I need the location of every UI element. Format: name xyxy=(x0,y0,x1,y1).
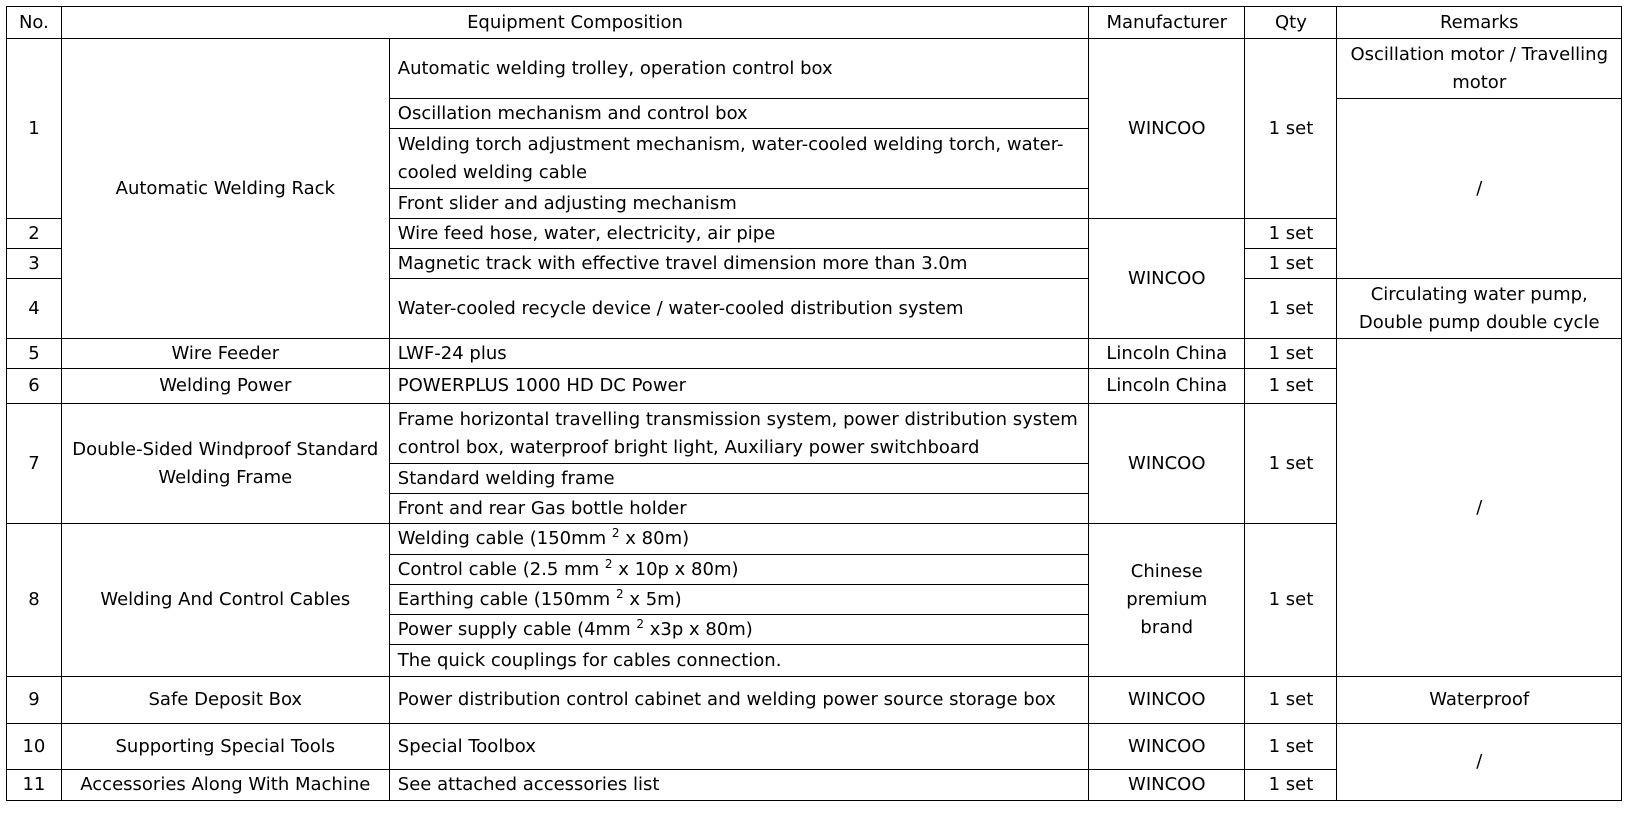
row-number: 9 xyxy=(7,677,62,724)
superscript: 2 xyxy=(615,586,624,601)
item-cell: Magnetic track with effective travel dimension more than 3.0m xyxy=(389,249,1088,279)
group-name: Double-Sided Windproof Standard Welding Frame xyxy=(61,404,389,524)
header-qty: Qty xyxy=(1245,7,1337,39)
item-cell: Front slider and adjusting mechanism xyxy=(389,189,1088,219)
superscript: 2 xyxy=(636,616,645,631)
item-cell: See attached accessories list xyxy=(389,770,1088,801)
row-number: 6 xyxy=(7,369,62,404)
table-row xyxy=(7,677,1622,724)
row-number: 10 xyxy=(7,724,62,770)
manufacturer-cell: WINCOO xyxy=(1089,39,1245,219)
remarks-cell: / xyxy=(1337,339,1622,677)
header-no: No. xyxy=(7,7,62,39)
table-row xyxy=(7,339,1622,369)
item-cell: Special Toolbox xyxy=(389,724,1088,770)
qty-cell: 1 set xyxy=(1245,369,1337,404)
equipment-table xyxy=(6,6,1622,801)
item-cell: Control cable (2.5 mm $^2$ x 10p x 80m) xyxy=(389,555,1088,585)
row-number: 4 xyxy=(7,279,62,339)
item-cell: LWF-24 plus xyxy=(389,339,1088,369)
header-row xyxy=(7,7,1622,39)
manufacturer-cell: WINCOO xyxy=(1089,677,1245,724)
group-name: Supporting Special Tools xyxy=(61,724,389,770)
manufacturer-cell: Chinese premium brand xyxy=(1089,524,1245,677)
item-cell: Automatic welding trolley, operation control box xyxy=(389,39,1088,99)
manufacturer-cell: Lincoln China xyxy=(1089,339,1245,369)
group-name: Accessories Along With Machine xyxy=(61,770,389,801)
superscript: 2 xyxy=(611,526,620,540)
item-cell: Power supply cable (4mm $^2$ x3p x 80m) xyxy=(389,615,1088,645)
header-composition: Equipment Composition xyxy=(61,7,1088,39)
row-number: 3 xyxy=(7,249,62,279)
item-cell: Power distribution control cabinet and welding power source storage box xyxy=(389,677,1088,724)
remarks-cell: Oscillation motor / Travelling motor xyxy=(1337,39,1622,99)
manufacturer-cell: WINCOO xyxy=(1089,724,1245,770)
table-row xyxy=(7,39,1622,99)
row-number: 7 xyxy=(7,404,62,524)
row-number: 2 xyxy=(7,219,62,249)
remarks-cell: Circulating water pump, Double pump double cycle xyxy=(1337,279,1622,339)
item-cell: POWERPLUS 1000 HD DC Power xyxy=(389,369,1088,404)
qty-cell: 1 set xyxy=(1245,39,1337,219)
remarks-cell: / xyxy=(1337,99,1622,279)
table-row xyxy=(7,724,1622,770)
group-name: Welding And Control Cables xyxy=(61,524,389,677)
item-cell: Wire feed hose, water, electricity, air pipe xyxy=(389,219,1088,249)
superscript: 2 xyxy=(604,556,613,571)
qty-cell: 1 set xyxy=(1245,279,1337,339)
group-name: Automatic Welding Rack xyxy=(61,39,389,339)
qty-cell: 1 set xyxy=(1245,219,1337,249)
qty-cell: 1 set xyxy=(1245,524,1337,677)
qty-cell: 1 set xyxy=(1245,404,1337,524)
header-manufacturer: Manufacturer xyxy=(1089,7,1245,39)
header-remarks: Remarks xyxy=(1337,7,1622,39)
manufacturer-cell: WINCOO xyxy=(1089,770,1245,801)
row-number: 8 xyxy=(7,524,62,677)
qty-cell: 1 set xyxy=(1245,249,1337,279)
remarks-cell: / xyxy=(1337,724,1622,801)
group-name: Wire Feeder xyxy=(61,339,389,369)
item-cell: Earthing cable (150mm $^2$ x 5m) xyxy=(389,585,1088,615)
qty-cell: 1 set xyxy=(1245,339,1337,369)
item-cell: Standard welding frame xyxy=(389,464,1088,494)
group-name: Safe Deposit Box xyxy=(61,677,389,724)
manufacturer-cell: WINCOO xyxy=(1089,404,1245,524)
row-number: 11 xyxy=(7,770,62,801)
group-name: Welding Power xyxy=(61,369,389,404)
remarks-cell: Waterproof xyxy=(1337,677,1622,724)
item-cell: Front and rear Gas bottle holder xyxy=(389,494,1088,524)
row-number: 1 xyxy=(7,39,62,219)
manufacturer-cell: Lincoln China xyxy=(1089,369,1245,404)
qty-cell: 1 set xyxy=(1245,677,1337,724)
row-number: 5 xyxy=(7,339,62,369)
item-cell: The quick couplings for cables connection. xyxy=(389,645,1088,677)
qty-cell: 1 set xyxy=(1245,724,1337,770)
item-cell: Oscillation mechanism and control box xyxy=(389,99,1088,129)
qty-cell: 1 set xyxy=(1245,770,1337,801)
manufacturer-cell: WINCOO xyxy=(1089,219,1245,339)
item-cell: Welding torch adjustment mechanism, water-cooled welding torch, water-cooled welding cable xyxy=(389,129,1088,189)
item-cell: Frame horizontal travelling transmission system, power distribution system control box, waterproof bright light, Auxiliary power switchboard xyxy=(389,404,1088,464)
item-cell: Water-cooled recycle device / water-cooled distribution system xyxy=(389,279,1088,339)
item-cell: Welding cable (150mm $^2$ x 80m) xyxy=(389,524,1088,555)
